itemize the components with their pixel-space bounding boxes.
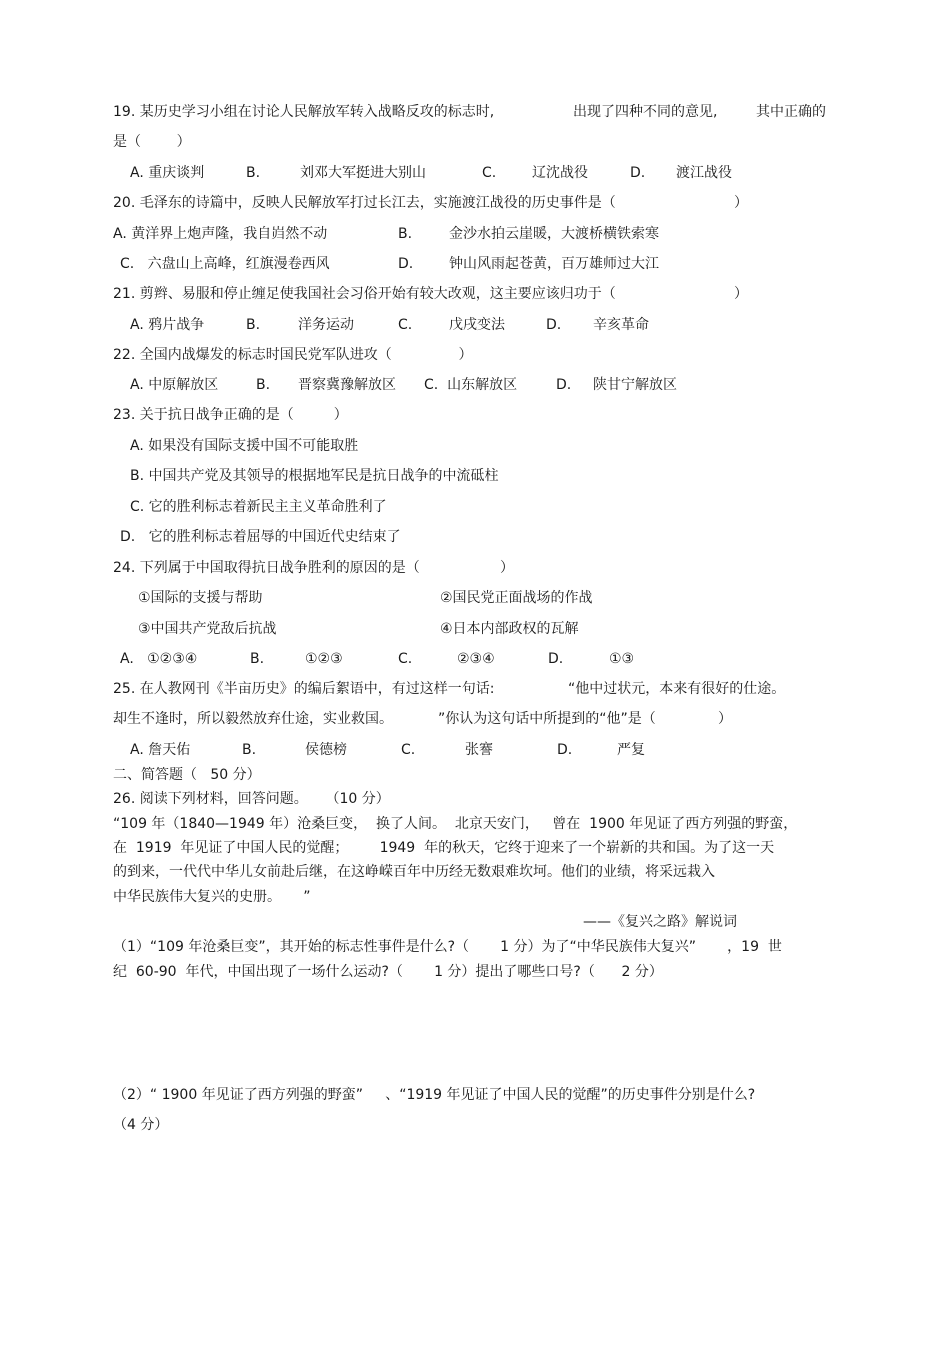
q21-stem-close: ）: [734, 286, 748, 302]
q24-option-b-label: B.: [250, 651, 265, 667]
q26-material-line2: 在 1919 年见证了中国人民的觉醒； 1949 年的秋天，它终于迎来了一个崭新的共和国。为了这一天: [113, 840, 775, 856]
q20-option-b-label: B.: [398, 226, 413, 242]
q21-option-d: 辛亥革命: [593, 317, 649, 333]
q22-option-b-label: B.: [256, 377, 271, 393]
q19-option-b-label: B.: [246, 165, 261, 181]
q25-stem-part4: ”你认为这句话中所提到的“他”是（ ）: [438, 711, 733, 727]
q25-option-d-label: D.: [557, 742, 573, 758]
q19-option-d: 渡江战役: [676, 165, 732, 181]
q21-stem: 21. 剪辫、易服和停止缠足使我国社会习俗开始有较大改观，这主要应该归功于（: [113, 286, 616, 302]
q24-option-c: ②③④: [457, 651, 495, 667]
q25-stem-part1: 25. 在人教网刊《半亩历史》的编后絮语中，有过这样一句话:: [113, 681, 495, 697]
q24-stem: 24. 下列属于中国取得抗日战争胜利的原因的是（: [113, 560, 420, 576]
q21-option-b-label: B.: [246, 317, 261, 333]
q24-option-d-label: D.: [548, 651, 564, 667]
q26-part1-line2: 纪 60-90 年代，中国出现了一场什么运动?（ 1 分）提出了哪些口号?（ 2 分）: [113, 964, 663, 980]
q25-option-c: 张謇: [465, 742, 493, 758]
q23-option-c: C. 它的胜利标志着新民主主义革命胜利了: [130, 499, 387, 515]
q25-stem-part3: 却生不逢时，所以毅然放弃仕途，实业救国。: [113, 711, 393, 727]
q19-option-c: 辽沈战役: [532, 165, 588, 181]
q19-stem-part2: 出现了四种不同的意见,: [573, 104, 718, 120]
q21-option-b: 洋务运动: [298, 317, 354, 333]
q19-stem-part3: 其中正确的: [756, 104, 826, 120]
q20-option-a: A. 黄洋界上炮声隆，我自岿然不动: [113, 226, 328, 242]
q19-stem-part1: 19. 某历史学习小组在讨论人民解放军转入战略反攻的标志时,: [113, 104, 495, 120]
q21-option-c: 戊戌变法: [449, 317, 505, 333]
q24-option-b: ①②③: [305, 651, 343, 667]
q20-stem-close: ）: [734, 195, 748, 211]
q20-stem: 20. 毛泽东的诗篇中，反映人民解放军打过长江去，实施渡江战役的历史事件是（: [113, 195, 616, 211]
q24-option-d: ①③: [609, 651, 635, 667]
q25-option-d: 严复: [617, 742, 645, 758]
q25-option-b: 侯德榜: [305, 742, 347, 758]
q20-option-d: 钟山风雨起苍黄，百万雄师过大江: [449, 256, 659, 272]
q23-option-a: A. 如果没有国际支援中国不可能取胜: [130, 438, 359, 454]
section-heading: 二、简答题（ 50 分）: [113, 767, 261, 783]
q23-option-b: B. 中国共产党及其领导的根据地军民是抗日战争的中流砥柱: [130, 468, 499, 484]
q22-option-b: 晋察冀豫解放区: [298, 377, 396, 393]
q20-option-b: 金沙水拍云崖暖，大渡桥横铁索寒: [449, 226, 659, 242]
q21-option-c-label: C.: [398, 317, 413, 333]
q26-part2-line1: （2）“ 1900 年见证了西方列强的野蛮” 、“1919 年见证了中国人民的觉醒”的历史事件分别是什么?: [113, 1087, 756, 1103]
q20-option-d-label: D.: [398, 256, 414, 272]
q25-option-a: A. 詹天佑: [130, 742, 191, 758]
q24-item-1: ①国际的支援与帮助: [138, 590, 263, 606]
q22-stem: 22. 全国内战爆发的标志时国民党军队进攻（ ）: [113, 347, 473, 363]
q25-option-b-label: B.: [242, 742, 257, 758]
q26-material-line3: 的到来，一代代中华儿女前赴后继，在这峥嵘百年中历经无数艰难坎坷。他们的业绩，将采远栽入: [113, 864, 715, 880]
q19-option-b: 刘邓大军挺进大别山: [300, 165, 426, 181]
q19-stem-line2: 是（ ）: [113, 134, 191, 150]
q24-item-2: ②国民党正面战场的作战: [440, 590, 593, 606]
q26-material-line1: “109 年（1840—1949 年）沧桑巨变， 换了人间。 北京天安门， 曾在 1900 年见证了西方列强的野蛮，: [113, 816, 798, 832]
q25-stem-part2: “他中过状元，本来有很好的仕途。: [568, 681, 786, 697]
q26-material-line4: 中华民族伟大复兴的史册。 ”: [113, 889, 311, 905]
q24-item-3: ③中国共产党敌后抗战: [138, 621, 277, 637]
q24-option-a: A. ①②③④: [120, 651, 198, 667]
q24-stem-close: ）: [500, 560, 514, 576]
q26-part1-line1: （1）“109 年沧桑巨变”，其开始的标志性事件是什么?（ 1 分）为了“中华民族伟大复兴” ，19 世: [113, 939, 782, 955]
q19-option-c-label: C.: [482, 165, 497, 181]
q19-option-a: A. 重庆谈判: [130, 165, 205, 181]
q21-option-a: A. 鸦片战争: [130, 317, 205, 333]
q22-option-a: A. 中原解放区: [130, 377, 219, 393]
q21-option-d-label: D.: [546, 317, 562, 333]
q23-option-d: D. 它的胜利标志着屈辱的中国近代史结束了: [120, 529, 401, 545]
q26-part2-line2: （4 分）: [113, 1117, 169, 1133]
q20-option-c: C. 六盘山上高峰，红旗漫卷西风: [120, 256, 330, 272]
q22-option-c: C. 山东解放区: [424, 377, 518, 393]
q23-stem: 23. 关于抗日战争正确的是（ ）: [113, 407, 348, 423]
q26-stem: 26. 阅读下列材料，回答问题。 （10 分）: [113, 791, 390, 807]
q22-option-d: 陕甘宁解放区: [593, 377, 677, 393]
q19-option-d-label: D.: [630, 165, 646, 181]
q22-option-d-label: D.: [556, 377, 572, 393]
q25-option-c-label: C.: [401, 742, 416, 758]
q26-material-source: ——《复兴之路》解说词: [583, 914, 737, 930]
q24-item-4: ④日本内部政权的瓦解: [440, 621, 579, 637]
q24-option-c-label: C.: [398, 651, 413, 667]
